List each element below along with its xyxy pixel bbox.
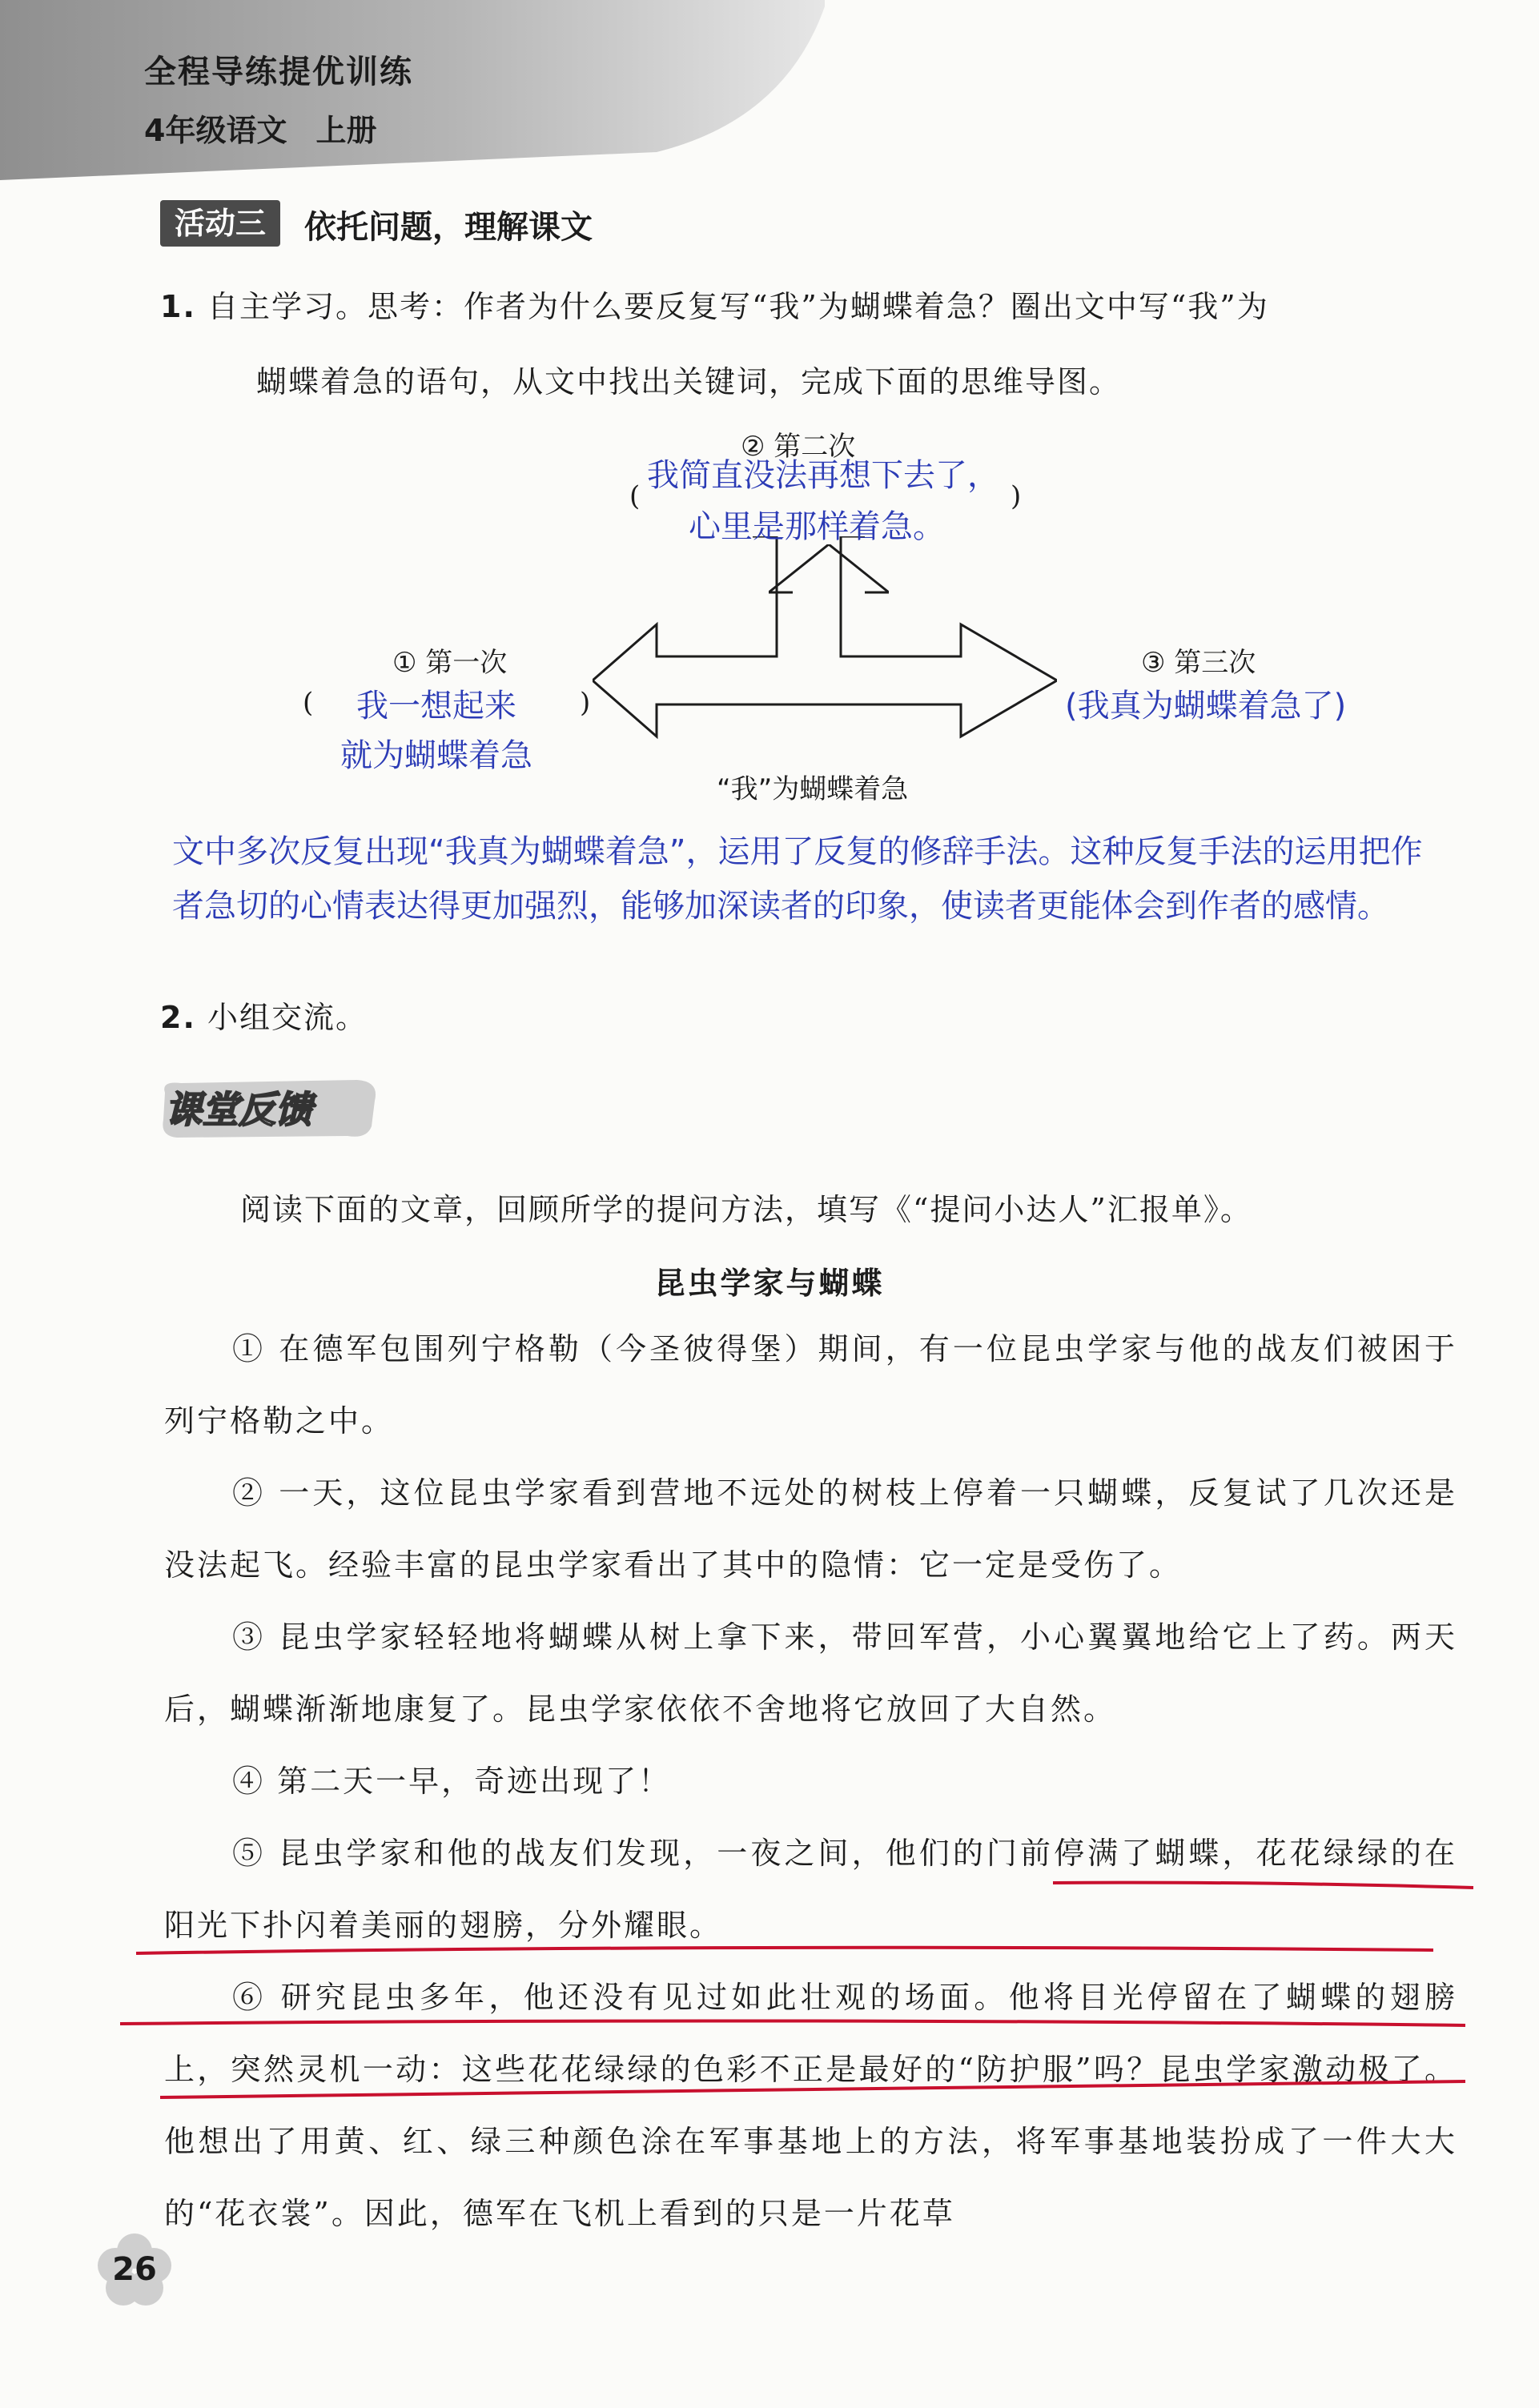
article-title: 昆虫学家与蝴蝶 [654,1266,885,1301]
third-label: ③ 第三次 [1141,647,1256,679]
article-paragraph-1: ① 在德军包围列宁格勒（今圣彼得堡）期间，有一位昆虫学家与他的战友们被困于列宁格勒之中。 [164,1331,1457,1439]
volume-text: 上册 [315,113,377,148]
first-answer-line-2: 就为蝴蝶着急 [340,737,532,774]
activity-tag: 活动三 [160,200,280,247]
answer-paragraph: 文中多次反复出现“我真为蝴蝶着急”，运用了反复的修辞手法。这种反复手法的运用把作者急切的心情表达得更加强烈，能够加深读者的印象，使读者更能体会到作者的感情。 [172,833,1423,925]
question-2-number: 2. [160,1000,196,1035]
third-answer: (我真为蝴蝶着急了) [1065,688,1347,724]
question-2 [160,993,368,1037]
question-1-text-1: 自主学习。思考：作者为什么要反复写“我”为蝴蝶着急？圈出文中写“我”为 [207,289,1269,324]
series-title: 全程导练提优训练 [144,54,413,90]
second-paren-open: ( [629,480,641,512]
grade-subject [144,106,376,150]
article-paragraph-3: ③ 昆虫学家轻轻地将蝴蝶从树上拿下来，带回军营，小心翼翼地给它上了药。两天后，蝴蝶渐渐地康复了。昆虫学家依依不舍地将它放回了大自然。 [164,1619,1457,1727]
reading-instruction: 阅读下面的文章，回顾所学的提问方法，填写《“提问小达人”汇报单》。 [240,1192,1252,1227]
first-paren-close: ) [580,687,591,719]
activity-title: 依托问题，理解课文 [304,209,593,246]
center-label: “我”为蝴蝶着急 [717,773,909,805]
question-1-number: 1. [160,289,196,324]
question-1-line-2: 蝴蝶着急的语句，从文中找出关键词，完成下面的思维导图。 [256,364,1122,399]
grade-subject-text: 4年级语文 [144,113,287,148]
article-paragraph-6: ⑥ 研究昆虫多年，他还没有见过如此壮观的场面。他将目光停留在了蝴蝶的翅膀上，突然灵机一动：这些花花绿绿的色彩不正是最好的“防护服”吗？昆虫学家激动极了。他想出了用黄、红、绿三种颜色涂在军事基地上的方法，将军事基地装扮成了一件大大的“花衣裳”。因此，德军在飞机上看到的只是一片花草 [164,1980,1457,2231]
up-arrow-head [769,544,889,632]
question-2-text: 小组交流。 [207,1000,368,1035]
article-paragraph-5: ⑤ 昆虫学家和他的战友们发现，一夜之间，他们的门前停满了蝴蝶，花花绿绿的在阳光下扑闪着美丽的翅膀，分外耀眼。 [164,1836,1457,1943]
second-answer-line-1: 我简直没法再想下去了， [647,457,999,494]
first-label: ① 第一次 [392,647,508,679]
page-number: 26 [112,2251,157,2288]
first-answer-line-1: 我一想起来 [356,688,516,724]
article-paragraph-4: ④ 第二天一早，奇迹出现了！ [232,1764,672,1799]
second-paren-close: ) [1011,480,1022,512]
second-label: ② 第二次 [741,431,856,463]
article-paragraph-2: ② 一天，这位昆虫学家看到营地不远处的树枝上停着一只蝴蝶，反复试了几次还是没法起飞。经验丰富的昆虫学家看出了其中的隐情：它一定是受伤了。 [164,1475,1457,1583]
second-answer-line-2: 心里是那样着急。 [689,508,945,545]
first-paren-open: ( [303,687,314,719]
question-1-line-1 [160,282,1269,326]
feedback-heading: 课堂反馈 [165,1088,312,1131]
